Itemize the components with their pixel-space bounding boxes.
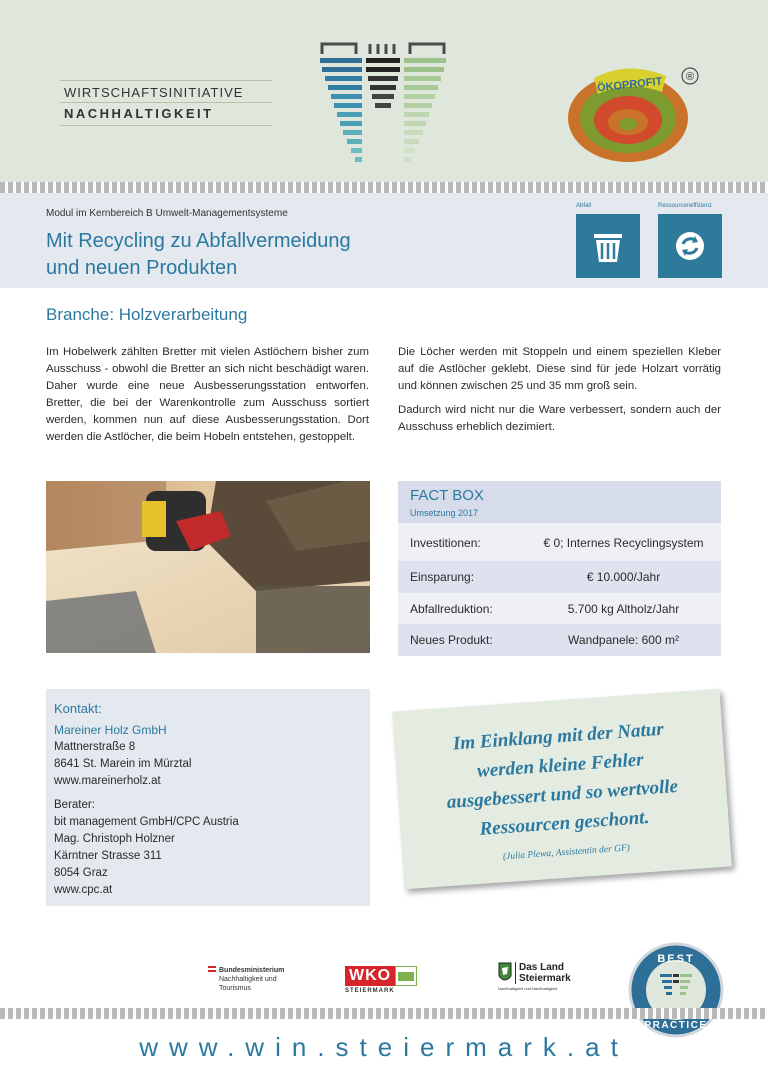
- contact-company: Mareiner Holz GmbH: [54, 723, 167, 737]
- win-logo-center-stripes: [366, 58, 400, 108]
- berater-street: Kärntner Strasse 311: [54, 850, 162, 862]
- contact-street: Mattnerstraße 8: [54, 741, 136, 753]
- trash-bin-icon: [576, 214, 640, 278]
- fact-box-value: € 10.000/Jahr: [586, 570, 661, 584]
- quote-card: [392, 689, 732, 889]
- contact-website-link[interactable]: www.mareinerholz.at: [54, 775, 161, 787]
- org-name-logo: [60, 80, 272, 126]
- footer-website-link[interactable]: www.win.steiermark.at: [139, 1032, 629, 1062]
- fact-box-value: Wandpanele: 600 m²: [568, 633, 679, 647]
- panther-crest-icon: [498, 962, 512, 984]
- body-paragraph: Im Hobelwerk zählten Bretter mit vielen Astlöchern bisher zum Ausschuss - obwohl die Bretter an sich nicht beschädigt waren. Daher wurde eine neue Ausbesserungsstation entworfen. Bretter, die bei der Warenkontrolle zum Ausschuss sortiert werden, kommen nun auf diese Ausbesserungsstation. Dort werden die Astlöcher, die beim Hobeln entstehen, gestoppelt.: [46, 346, 369, 443]
- category-label-ressourceneffizienz: Ressourceneffizienz: [658, 203, 712, 209]
- stmk-sub: Nachhaltigkeit und Nachhaltigkeit: [498, 986, 558, 991]
- bm-line2: Nachhaltigkeit und: [219, 976, 277, 983]
- page-title-line1: Mit Recycling zu Abfallvermeidung: [46, 230, 351, 252]
- fact-box-label: Neues Produkt:: [410, 633, 493, 647]
- okoprofit-label: ÖKOPROFIT: [596, 75, 663, 95]
- org-name-line2: NACHHALTIGKEIT: [64, 106, 214, 121]
- badge-top-text: BEST: [657, 953, 695, 965]
- recycle-icon: [658, 214, 722, 278]
- fact-box: [398, 481, 721, 655]
- berater-city: 8054 Graz: [54, 867, 108, 879]
- fact-box-label: Einsparung:: [410, 570, 475, 584]
- body-paragraph: Dadurch wird nicht nur die Ware verbessert, sondern auch der Ausschuss erheblich dezimiert.: [398, 404, 721, 433]
- woodworking-photo: [46, 481, 370, 653]
- org-name-bottom-rule: [60, 125, 272, 126]
- category-label-abfall: Abfall: [576, 203, 592, 209]
- win-logo-i-cap: [370, 44, 394, 54]
- win-logo-n-cap: [410, 44, 444, 54]
- wko-wordmark: WKO: [345, 966, 395, 986]
- contact-heading: Kontakt:: [54, 701, 102, 716]
- fact-box-value: € 0; Internes Recyclingsystem: [543, 536, 704, 550]
- okoprofit-logo: [566, 58, 706, 168]
- win-logo: [318, 40, 450, 166]
- fact-box-row: [398, 561, 721, 593]
- badge-bottom-text: PRACTICE: [644, 1020, 708, 1031]
- austria-flag-icon: [208, 966, 216, 972]
- quote-text: [394, 711, 729, 850]
- body-column-left: [46, 344, 369, 453]
- contact-city: 8641 St. Marein im Mürztal: [54, 758, 192, 770]
- module-label: Modul im Kernbereich B Umwelt-Managementsysteme: [46, 208, 288, 219]
- fact-box-label: Investitionen:: [410, 536, 481, 550]
- fact-box-subtitle: Umsetzung 2017: [410, 508, 479, 518]
- berater-company: bit management GmbH/CPC Austria: [54, 816, 239, 828]
- berater-person: Mag. Christoph Holzner: [54, 833, 175, 845]
- quote-line: werden kleine Fehler: [476, 749, 645, 782]
- berater-website-link[interactable]: www.cpc.at: [54, 884, 113, 896]
- wko-subtitle: STEIERMARK: [345, 988, 395, 994]
- fact-box-row: [398, 593, 721, 625]
- category-tile-abfall: [576, 214, 640, 278]
- category-tile-ressourceneffizienz: [658, 214, 722, 278]
- page-title: [46, 228, 466, 282]
- power-tool-body: [142, 501, 166, 537]
- quote-line: Im Einklang mit der Natur: [452, 718, 665, 755]
- wko-logo: [345, 966, 417, 994]
- win-logo-left-stripes: [320, 58, 362, 162]
- fact-box-label: Abfallreduktion:: [410, 602, 493, 616]
- branche-heading: Branche: Holzverarbeitung: [46, 305, 248, 324]
- fact-box-title: FACT BOX: [410, 487, 484, 504]
- berater-heading: Berater:: [54, 799, 95, 811]
- wko-leaf-icon: [395, 966, 417, 986]
- fact-box-value: 5.700 kg Altholz/Jahr: [567, 602, 680, 616]
- top-stripe-divider: [0, 182, 768, 193]
- bundesministerium-logo: [208, 966, 318, 993]
- best-practice-badge: [628, 942, 724, 1038]
- stmk-line1: Das Land: [519, 962, 565, 973]
- quote-line: Ressourcen geschont.: [478, 807, 650, 840]
- quote-author: (Julia Plewa, Assistentin der GF): [502, 843, 631, 863]
- win-logo-right-stripes: [404, 58, 446, 162]
- bottom-stripe-divider: [0, 1008, 768, 1019]
- body-column-right: [398, 344, 721, 443]
- quote-line: ausgebessert und so wertvolle: [446, 775, 679, 814]
- body-paragraph: Die Löcher werden mit Stoppeln und einem speziellen Kleber auf die Astlöcher geklebt. Diese sind für jede Holzart vorrätig und können zwischen 25 und 35 mm groß sein.: [398, 346, 721, 392]
- fact-box-row: [398, 525, 721, 561]
- stmk-line2: Steiermark: [519, 973, 571, 984]
- org-name-line1: WIRTSCHAFTSINITIATIVE: [64, 85, 244, 100]
- win-logo-w-cap: [322, 44, 356, 54]
- land-steiermark-logo: [498, 962, 571, 991]
- bm-line1: Bundesministerium: [219, 967, 285, 974]
- registered-mark: ®: [685, 71, 695, 83]
- bm-line3: Tourismus: [219, 985, 251, 992]
- page-title-line2: und neuen Produkten: [46, 257, 238, 279]
- contact-box: [46, 689, 370, 906]
- fact-box-row: [398, 624, 721, 656]
